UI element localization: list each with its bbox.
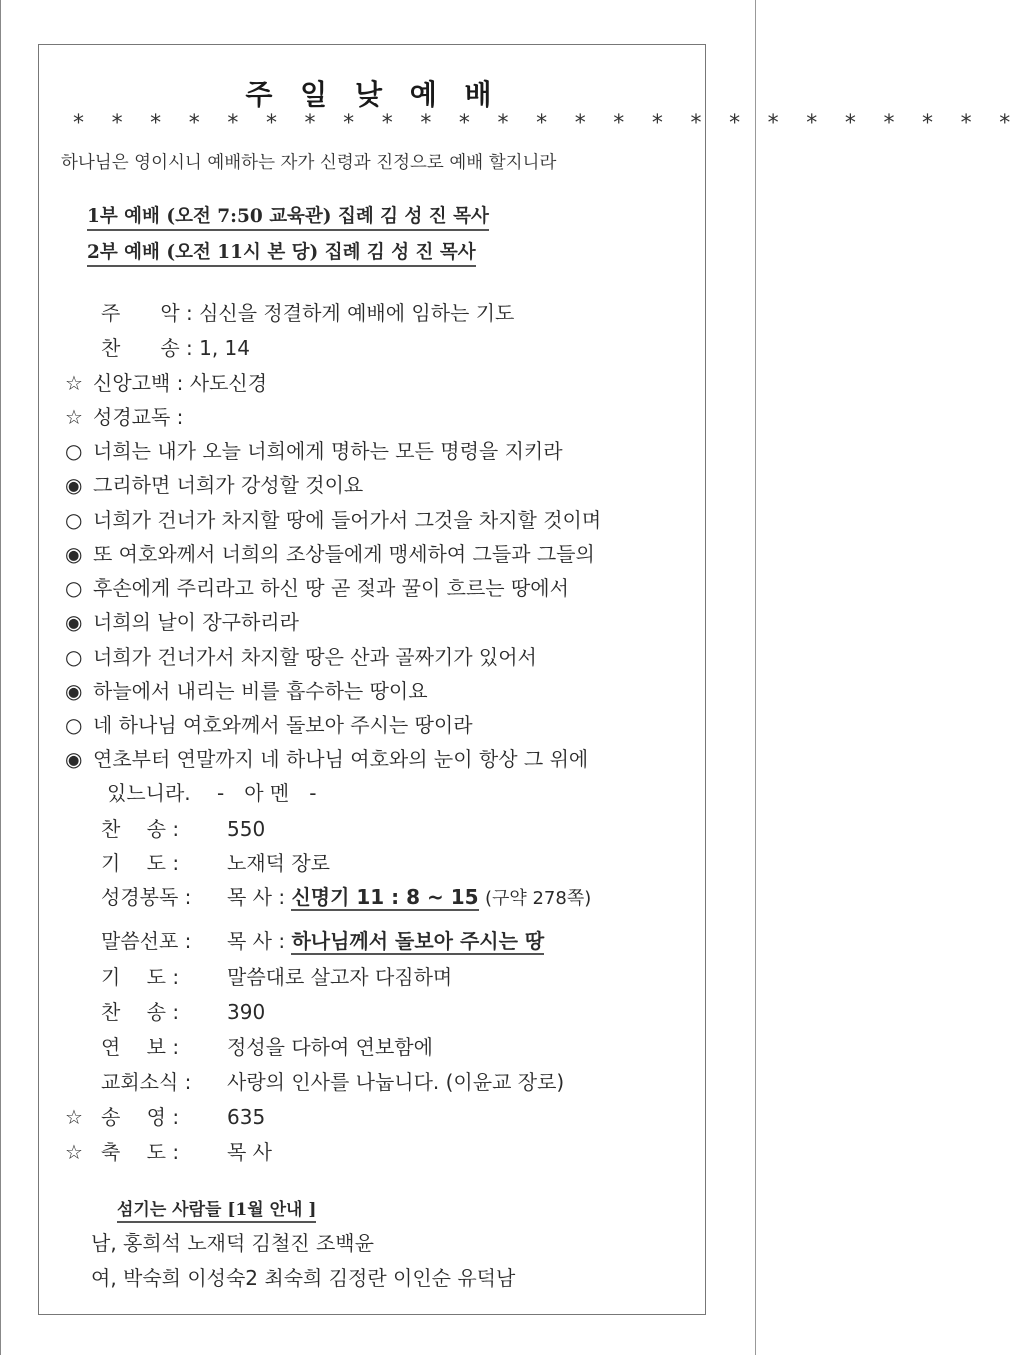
scripture-page: (구약 278쪽) xyxy=(484,888,592,909)
filled-circle-icon: ◉ xyxy=(65,610,83,634)
reading-line xyxy=(65,675,428,704)
closing-prayer-row xyxy=(101,961,452,990)
reading-line xyxy=(65,504,601,533)
reading-text: 또 여호와께서 너희의 조상들에게 맹세하여 그들과 그들의 xyxy=(93,542,595,566)
reading-line xyxy=(65,641,537,670)
opening-hymn-row xyxy=(101,332,250,361)
scripture-role: 목 사 : xyxy=(227,885,286,909)
closing-hymn-value: 390 xyxy=(227,1000,266,1024)
reading-text: 그리하면 너희가 강성할 것이요 xyxy=(93,473,364,497)
reading-text: 너희가 건너가서 차지할 땅은 산과 골짜기가 있어서 xyxy=(93,645,537,669)
prayer-value: 노재덕 장로 xyxy=(227,851,330,875)
benediction-label: 축 도 : xyxy=(101,1140,180,1164)
creed-label: 신앙고백 : xyxy=(93,371,184,395)
offering-row xyxy=(101,1031,433,1060)
star-icon: ☆ xyxy=(65,405,83,429)
star-icon: ☆ xyxy=(65,371,83,395)
reading-text: 후손에게 주리라고 하신 땅 곧 젖과 꿀이 흐르는 땅에서 xyxy=(93,576,569,600)
star-icon: ☆ xyxy=(65,1105,83,1129)
reading-line xyxy=(65,709,473,738)
star-icon: ☆ xyxy=(65,1140,83,1164)
creed-row xyxy=(65,367,267,396)
hymn-value: 550 xyxy=(227,817,266,841)
offering-label: 연 보 : xyxy=(101,1035,180,1059)
filled-circle-icon: ◉ xyxy=(65,542,83,566)
closing-prayer-value: 말씀대로 살고자 다짐하며 xyxy=(227,965,453,989)
sermon-role: 목 사 : xyxy=(227,929,286,953)
reading-line xyxy=(65,572,569,601)
sermon-label: 말씀선포 : xyxy=(101,929,192,953)
open-circle-icon: ○ xyxy=(65,508,83,532)
reading-line xyxy=(65,469,363,498)
reading-line xyxy=(65,435,563,464)
theme-verse: 하나님은 영이시니 예배하는 자가 신령과 진정으로 예배 할지니라 xyxy=(61,153,557,173)
prayer-row xyxy=(101,847,330,876)
closing-prayer-label: 기 도 : xyxy=(101,965,180,989)
responsive-reading-label: 성경교독 : xyxy=(93,405,184,429)
reading-line xyxy=(65,538,595,567)
prelude-row xyxy=(101,297,514,326)
reading-text: 너희의 날이 장구하리라 xyxy=(93,610,299,634)
scripture-passage: 신명기 11 : 8 ~ 15 xyxy=(291,885,479,909)
scripture-label: 성경봉독 : xyxy=(101,885,192,909)
reading-text: 연초부터 연말까지 네 하나님 여호와의 눈이 항상 그 위에 xyxy=(93,747,589,771)
reading-text: 너희가 건너가 차지할 땅에 들어가서 그것을 차지할 것이며 xyxy=(93,508,602,532)
open-circle-icon: ○ xyxy=(65,645,83,669)
reading-line xyxy=(65,743,588,772)
filled-circle-icon: ◉ xyxy=(65,679,83,703)
announcements-value: 사랑의 인사를 나눕니다. (이윤교 장로) xyxy=(227,1070,565,1094)
prelude-value: 심신을 정결하게 예배에 임하는 기도 xyxy=(199,301,515,325)
servers-heading: 섬기는 사람들 [1월 안내 ] xyxy=(117,1195,316,1223)
closing-hymn-label: 찬 송 : xyxy=(101,1000,180,1024)
opening-hymn-value: 1, 14 xyxy=(199,336,250,360)
offering-value: 정성을 다하여 연보함에 xyxy=(227,1035,433,1059)
filled-circle-icon: ◉ xyxy=(65,473,83,497)
announcements-row xyxy=(101,1066,564,1095)
filled-circle-icon: ◉ xyxy=(65,747,83,771)
doxology-label: 송 영 : xyxy=(101,1105,180,1129)
benediction-value: 목 사 xyxy=(227,1140,272,1164)
open-circle-icon: ○ xyxy=(65,713,83,737)
opening-hymn-label: 찬 송 : xyxy=(101,336,193,360)
doxology-row xyxy=(65,1101,265,1130)
hymn-label: 찬 송 : xyxy=(101,817,180,841)
servers-men: 남, 홍희석 노재덕 김철진 조백윤 xyxy=(91,1231,374,1255)
sermon-row xyxy=(101,925,544,954)
open-circle-icon: ○ xyxy=(65,576,83,600)
reading-text: 너희는 내가 오늘 너희에게 명하는 모든 명령을 지키라 xyxy=(93,439,563,463)
open-circle-icon: ○ xyxy=(65,439,83,463)
reading-line xyxy=(65,606,299,635)
closing-hymn-row xyxy=(101,996,265,1025)
bulletin-frame xyxy=(38,44,1021,1315)
prayer-label: 기 도 : xyxy=(101,851,180,875)
service-2-line: 2부 예배 (오전 11시 본 당) 집례 김 성 진 목사 xyxy=(87,238,476,267)
hymn-row xyxy=(101,813,265,842)
reading-text: 네 하나님 여호와께서 돌보아 주시는 땅이라 xyxy=(93,713,473,737)
reading-text: 하늘에서 내리는 비를 흡수하는 땅이요 xyxy=(93,679,428,703)
responsive-reading-row xyxy=(65,401,183,430)
servers-women: 여, 박숙희 이성숙2 최숙희 김정란 이인순 유덕남 xyxy=(91,1266,516,1290)
scripture-row xyxy=(101,881,591,910)
prelude-label: 주 악 : xyxy=(101,301,193,325)
service-1-line: 1부 예배 (오전 7:50 교육관) 집례 김 성 진 목사 xyxy=(87,202,489,231)
page-title: 주 일 낮 예 배 xyxy=(245,78,501,111)
star-divider: * * * * * * * * * * * * * * * * * * * * * * * * * xyxy=(73,111,1021,136)
doxology-value: 635 xyxy=(227,1105,266,1129)
amen-line: 있느니라. - 아 멘 - xyxy=(107,781,317,805)
sermon-title: 하나님께서 돌보아 주시는 땅 xyxy=(291,929,545,953)
creed-value: 사도신경 xyxy=(189,371,268,395)
benediction-row xyxy=(65,1136,272,1165)
announcements-label: 교회소식 : xyxy=(101,1070,192,1094)
